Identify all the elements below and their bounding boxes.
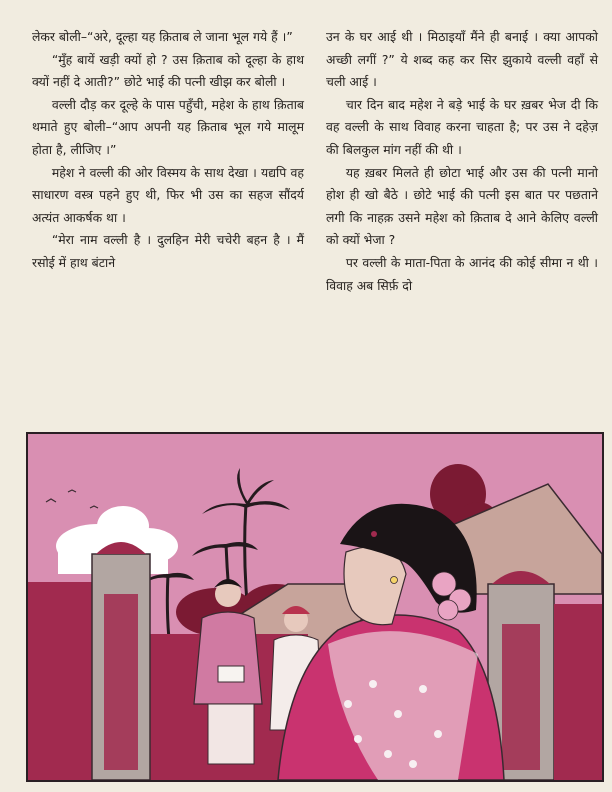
paragraph: “मेरा नाम वल्ली है । दुलहिन मेरी चचेरी बहन है । मैं रसोई में हाथ बंटाने <box>32 232 304 270</box>
story-illustration <box>26 432 604 782</box>
paragraph: महेश ने वल्ली की ओर विस्मय के साथ देखा । यद्यपि वह साधारण वस्त्र पहने हुए थी, फिर भी उस का सहज सौंदर्य अत्यंत आकर्षक था । <box>32 164 304 225</box>
paragraph: लेकर बोली–“अरे, दूल्हा यह क़िताब ले जाना भूल गये हैं ।” <box>32 29 293 44</box>
paragraph: उन के घर आई थी । मिठाइयाँ मैंने ही बनाई । क्या आपको अच्छी लगीं ?” ये शब्द कह कर सिर झुकाये वल्ली वहाँ से चली आई । <box>326 29 598 90</box>
gate-pillar <box>92 542 150 780</box>
text-column-left <box>32 26 304 275</box>
paragraph: पर वल्ली के माता-पिता के आनंद की कोई सीमा न थी । विवाह अब सिर्फ़ दो <box>326 254 598 293</box>
text-column-right <box>326 26 598 297</box>
compound-wall <box>554 604 602 780</box>
paragraph: यह ख़बर मिलते ही छोटा भाई और उस की पत्नी मानो होश ही खो बैठे । छोटे भाई की पत्नी इस बात पर पछताने लगी कि नाहक़ उसने महेश को क़िताब दे आने केलिए वल्ली को क्यों भेजा ? <box>326 164 598 248</box>
paragraph: वल्ली दौड़ कर दूल्हे के पास पहुँची, महेश के हाथ क़िताब थमाते हुए बोली–“आप अपनी यह क़िताब भूल गये मालूम होता है, लीजिए ।” <box>32 96 304 157</box>
paragraph: “मुँह बायें खड़ी क्यों हो ? उस क़िताब को दूल्हा के हाथ क्यों नहीं दे आती?” छोटे भाई की पत्नी खीझ कर बोली । <box>32 51 304 90</box>
paragraph: चार दिन बाद महेश ने बड़े भाई के घर ख़बर भेज दी कि वह वल्ली के साथ विवाह करना चाहता है; पर उस ने दहेज़ की बिलकुल मांग नहीं की थी । <box>326 96 598 157</box>
illustration-drawing <box>28 434 602 780</box>
